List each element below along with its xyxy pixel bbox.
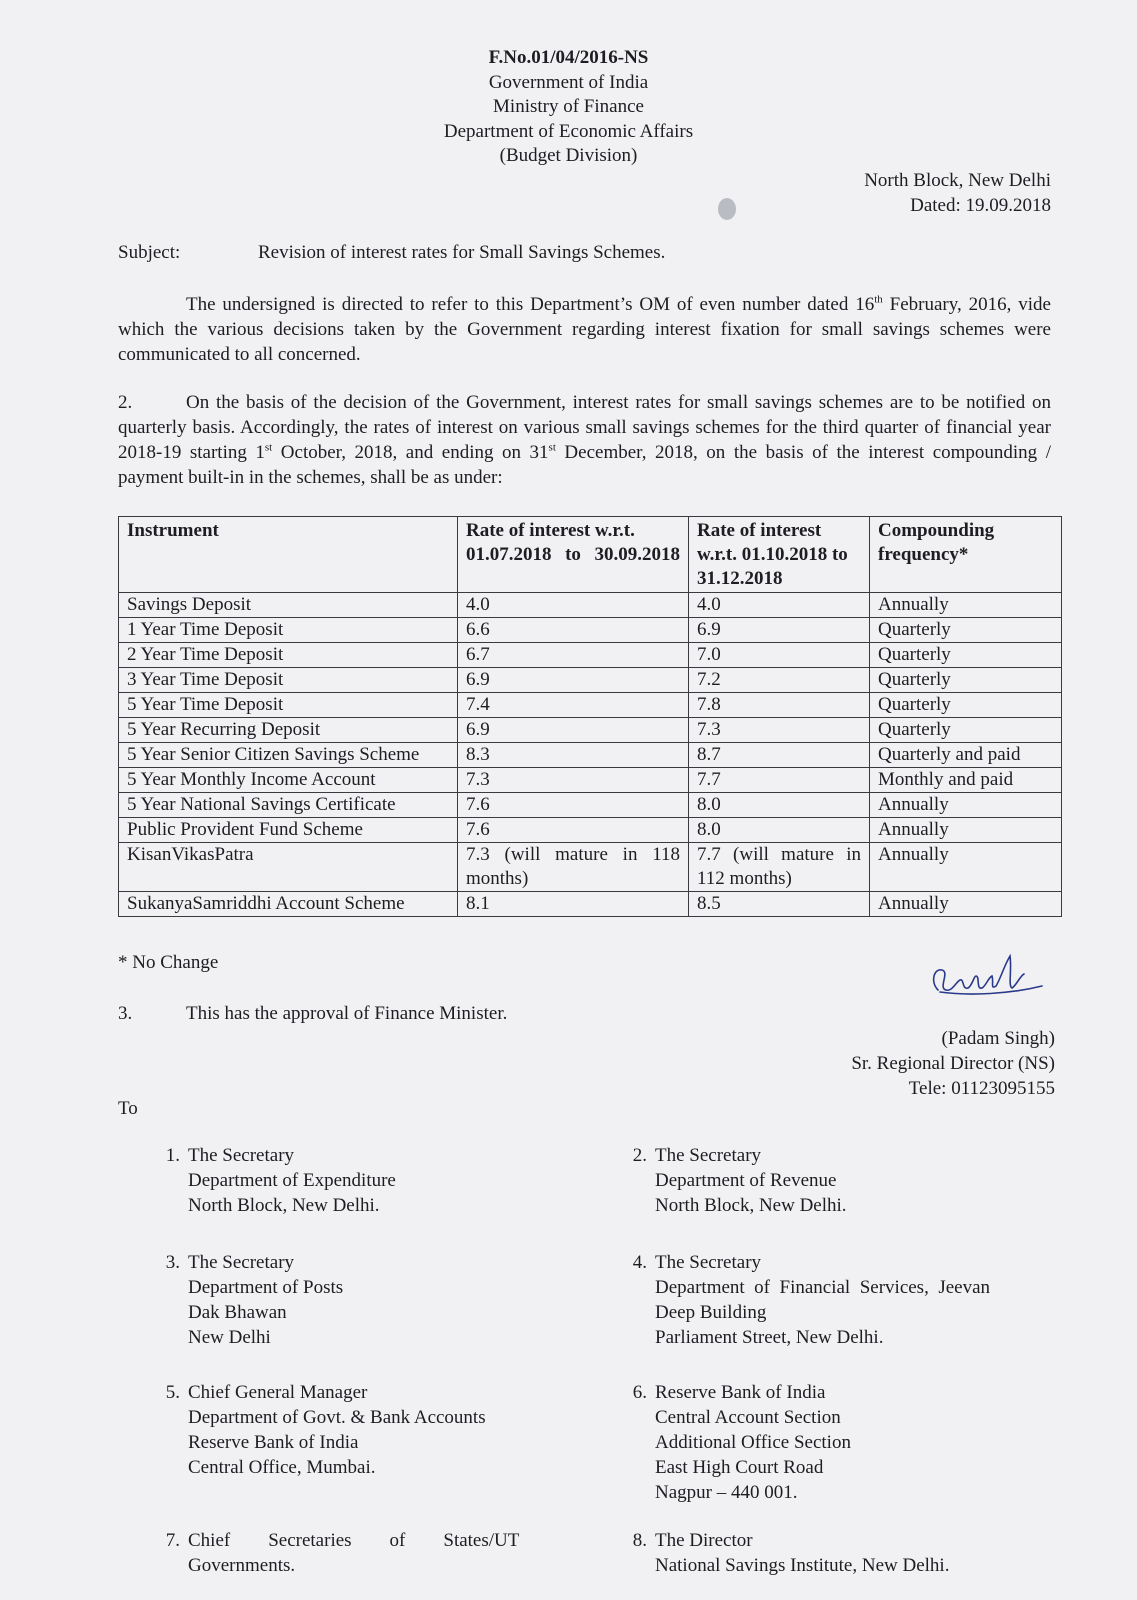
- addressee-line: Central Account Section: [655, 1407, 841, 1428]
- table-row: [119, 843, 1062, 892]
- addressee-line: Nagpur – 440 001.: [655, 1482, 798, 1503]
- table-row: [119, 593, 1062, 618]
- addressee-line: Additional Office Section: [655, 1432, 851, 1453]
- addressee-line: National Savings Institute, New Delhi.: [655, 1555, 950, 1576]
- cell-rate-q3: 7.2: [689, 668, 870, 693]
- cell-rate-q2: 6.7: [458, 643, 689, 668]
- cell-instrument: 5 Year Senior Citizen Savings Scheme: [119, 743, 458, 768]
- addressee-line: North Block, New Delhi.: [188, 1195, 380, 1216]
- cell-compounding: Annually: [870, 818, 1062, 843]
- addressee-number: 4.: [632, 1252, 647, 1273]
- addressee-line: The Secretary: [188, 1145, 295, 1166]
- addressee-line: Department of Posts: [188, 1277, 344, 1298]
- cell-rate-q2: 4.0: [458, 593, 689, 618]
- addressee-6: [617, 1380, 1057, 1505]
- addressee-number: 6.: [632, 1382, 647, 1403]
- paragraph-2: [118, 390, 1051, 490]
- addressee-1: [150, 1143, 570, 1218]
- table-row: [119, 768, 1062, 793]
- table-row: [119, 668, 1062, 693]
- cell-instrument: 5 Year Recurring Deposit: [119, 718, 458, 743]
- table-header-row: [119, 517, 1062, 593]
- table-row: [119, 743, 1062, 768]
- addressee-number: 8.: [632, 1530, 647, 1551]
- addressee-line: Department of Expenditure: [188, 1170, 396, 1191]
- subject-line: [118, 242, 665, 264]
- cell-compounding: Monthly and paid: [870, 768, 1062, 793]
- para2-sup2: st: [548, 441, 556, 454]
- header-line: Department of Economic Affairs: [443, 120, 694, 142]
- subject-text: Revision of interest rates for Small Savings Schemes.: [258, 242, 666, 263]
- place-and-date: [864, 168, 1051, 218]
- cell-instrument: Savings Deposit: [119, 593, 458, 618]
- para3-text: This has the approval of Finance Minister.: [186, 1003, 508, 1024]
- cell-rate-q2: 6.6: [458, 618, 689, 643]
- addressee-line: Chief Secretaries of States/UT: [188, 1530, 520, 1551]
- cell-rate-q3: 8.7: [689, 743, 870, 768]
- addressee-number: 1.: [165, 1145, 180, 1166]
- header-instrument: Instrument: [119, 517, 458, 593]
- cell-rate-q2: 7.4: [458, 693, 689, 718]
- para2-number: 2.: [118, 392, 133, 413]
- cell-rate-q2: 8.1: [458, 892, 689, 917]
- addressee-line: Reserve Bank of India: [655, 1382, 826, 1403]
- cell-instrument: KisanVikasPatra: [119, 843, 458, 892]
- cell-rate-q2: 8.3: [458, 743, 689, 768]
- header-rate-q3: Rate of interest w.r.t. 01.10.2018 to 31.12.2018: [689, 517, 870, 593]
- addressee-2: [617, 1143, 1057, 1218]
- signatory-designation: Sr. Regional Director (NS): [851, 1053, 1055, 1074]
- para2-text-a: On the basis of the decision of the Government, interest rates for small savings schemes are to be notified on quarterly basis. Accordingly, the rates of interest on various small savings schemes for the third quarter of financial year 2018-19 starting 1: [118, 392, 1051, 463]
- para1-text-a: The undersigned is directed to refer to this Department’s OM of even number dated 16: [186, 294, 875, 315]
- header-compounding: Compounding frequency*: [870, 517, 1062, 593]
- cell-compounding: Quarterly: [870, 718, 1062, 743]
- place-location: North Block, New Delhi: [864, 170, 1051, 191]
- cell-instrument: 5 Year Time Deposit: [119, 693, 458, 718]
- cell-instrument: 2 Year Time Deposit: [119, 643, 458, 668]
- para2-sup1: st: [264, 441, 273, 454]
- para1-text-b: February, 2016, vide which the various decisions taken by the Government regarding interest fixation for small savings schemes were communicated to all concerned.: [118, 294, 1051, 365]
- addressee-line: The Secretary: [188, 1252, 295, 1273]
- table-footnote: * No Change: [118, 952, 219, 973]
- cell-rate-q3: 7.7: [689, 768, 870, 793]
- addressee-5: [150, 1380, 570, 1480]
- addressee-line: New Delhi: [188, 1327, 271, 1348]
- addressee-8: [617, 1528, 1057, 1578]
- cell-rate-q3: 7.7 (will mature in 112 months): [689, 843, 870, 892]
- cell-rate-q2: 7.3: [458, 768, 689, 793]
- to-label: To: [118, 1098, 138, 1119]
- cell-instrument: Public Provident Fund Scheme: [119, 818, 458, 843]
- addressee-line: Department of Financial Services, Jeevan: [655, 1277, 991, 1298]
- handwritten-signature: [920, 946, 1050, 1006]
- cell-rate-q3: 7.3: [689, 718, 870, 743]
- cell-rate-q3: 4.0: [689, 593, 870, 618]
- addressee-line: North Block, New Delhi.: [655, 1195, 847, 1216]
- interest-rates-table: [118, 516, 1062, 917]
- cell-rate-q2: 7.6: [458, 793, 689, 818]
- para2-text-b: October, 2018, and ending on 31: [272, 442, 549, 463]
- addressee-line: The Director: [655, 1530, 753, 1551]
- file-number: F.No.01/04/2016-NS: [488, 47, 649, 68]
- cell-compounding: Annually: [870, 593, 1062, 618]
- addressee-line: East High Court Road: [655, 1457, 824, 1478]
- paragraph-1: [118, 292, 1051, 367]
- letter-header: [0, 46, 1137, 169]
- addressee-line: The Secretary: [655, 1252, 762, 1273]
- cell-rate-q3: 8.0: [689, 793, 870, 818]
- cell-rate-q2: 7.3 (will mature in 118 months): [458, 843, 689, 892]
- table-row: [119, 818, 1062, 843]
- addressee-7: [150, 1528, 580, 1578]
- addressee-number: 2.: [632, 1145, 647, 1166]
- addressee-4: [617, 1250, 1057, 1350]
- cell-rate-q3: 7.8: [689, 693, 870, 718]
- cell-instrument: 5 Year Monthly Income Account: [119, 768, 458, 793]
- addressee-number: 7.: [165, 1530, 180, 1551]
- cell-compounding: Quarterly: [870, 693, 1062, 718]
- cell-rate-q3: 7.0: [689, 643, 870, 668]
- para2-text-c: December, 2018, on the basis of the interest compounding / payment built-in in the schemes, shall be as under:: [118, 442, 1051, 488]
- cell-rate-q2: 6.9: [458, 668, 689, 693]
- cell-rate-q2: 6.9: [458, 718, 689, 743]
- addressee-number: 3.: [165, 1252, 180, 1273]
- table-row: [119, 618, 1062, 643]
- header-rate-q2: Rate of interest w.r.t. 01.07.2018 to 30.09.2018: [458, 517, 689, 593]
- para1-sup: th: [874, 293, 883, 306]
- addressee-3: [150, 1250, 570, 1350]
- signatory-name: (Padam Singh): [941, 1028, 1055, 1049]
- cell-rate-q2: 7.6: [458, 818, 689, 843]
- table-row: [119, 718, 1062, 743]
- cell-compounding: Quarterly: [870, 668, 1062, 693]
- addressee-line: Parliament Street, New Delhi.: [655, 1327, 884, 1348]
- cell-instrument: 3 Year Time Deposit: [119, 668, 458, 693]
- addressee-line: Reserve Bank of India: [188, 1432, 359, 1453]
- header-line: (Budget Division): [499, 145, 638, 166]
- table-row: [119, 793, 1062, 818]
- signatory-block: [851, 1026, 1055, 1101]
- table-body: [119, 593, 1062, 917]
- cell-instrument: 5 Year National Savings Certificate: [119, 793, 458, 818]
- cell-rate-q3: 8.0: [689, 818, 870, 843]
- paper-stain: [718, 198, 736, 220]
- addressee-line: Department of Revenue: [655, 1170, 837, 1191]
- table-row: [119, 693, 1062, 718]
- addressee-number: 5.: [165, 1382, 180, 1403]
- cell-instrument: 1 Year Time Deposit: [119, 618, 458, 643]
- cell-compounding: Quarterly: [870, 618, 1062, 643]
- cell-compounding: Annually: [870, 793, 1062, 818]
- cell-rate-q3: 6.9: [689, 618, 870, 643]
- addressee-line: Department of Govt. & Bank Accounts: [188, 1407, 486, 1428]
- cell-compounding: Quarterly: [870, 643, 1062, 668]
- cell-compounding: Annually: [870, 892, 1062, 917]
- addressee-line: Governments.: [188, 1555, 296, 1576]
- paragraph-3: [118, 1003, 507, 1025]
- addressee-line: Dak Bhawan: [188, 1302, 287, 1323]
- addressee-line: Central Office, Mumbai.: [188, 1457, 376, 1478]
- cell-compounding: Quarterly and paid: [870, 743, 1062, 768]
- subject-label: Subject:: [118, 242, 181, 263]
- addressee-line: The Secretary: [655, 1145, 762, 1166]
- signatory-tele: Tele: 01123095155: [908, 1078, 1055, 1099]
- table-row: [119, 892, 1062, 917]
- cell-compounding: Annually: [870, 843, 1062, 892]
- header-line: Government of India: [488, 71, 649, 93]
- table-row: [119, 643, 1062, 668]
- para3-number: 3.: [118, 1003, 133, 1024]
- date-line: Dated: 19.09.2018: [910, 195, 1051, 216]
- addressee-line: Chief General Manager: [188, 1382, 368, 1403]
- header-line: Ministry of Finance: [493, 96, 644, 117]
- cell-instrument: SukanyaSamriddhi Account Scheme: [119, 892, 458, 917]
- addressee-line: Deep Building: [655, 1302, 767, 1323]
- cell-rate-q3: 8.5: [689, 892, 870, 917]
